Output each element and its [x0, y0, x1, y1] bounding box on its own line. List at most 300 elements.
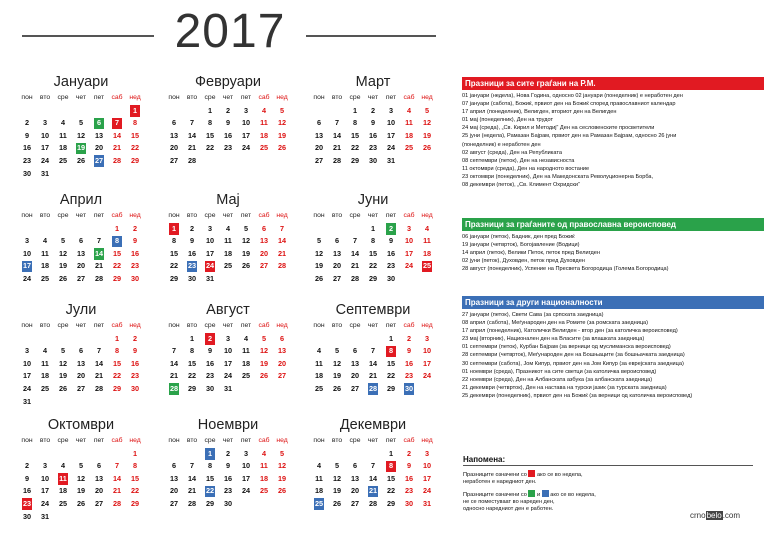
- day-cell: 23: [18, 498, 36, 511]
- holiday-item: 21 декември (четврток), Ден на настава на турски јазик (за турската заедница): [462, 384, 667, 391]
- empty-cell: [310, 105, 328, 118]
- day-cell: 25: [404, 143, 414, 153]
- day-cell: 1: [114, 223, 120, 233]
- day-cell: 11: [423, 236, 431, 246]
- empty-cell: [108, 448, 126, 461]
- month-10: [165, 415, 291, 511]
- day-cell: 12: [259, 346, 269, 356]
- day-cell: 21: [368, 371, 378, 381]
- day-cell: 4: [316, 461, 322, 471]
- empty-cell: [54, 223, 72, 236]
- day-cell: 3: [42, 461, 48, 471]
- day-cell: 4: [261, 448, 267, 458]
- day-cell: 1: [370, 223, 376, 233]
- day-cell: 23: [223, 486, 233, 496]
- day-cell: 21: [169, 371, 179, 381]
- weekday-header: сре: [204, 322, 216, 329]
- day-cell: 20: [350, 371, 360, 381]
- day-cell: 11: [260, 461, 268, 471]
- day-cell: 17: [40, 486, 50, 496]
- day-cell: 15: [112, 248, 122, 258]
- weekday-header: чет: [222, 94, 234, 101]
- empty-cell: [328, 448, 346, 461]
- day-cell: 12: [76, 130, 86, 140]
- day-cell: 19: [422, 130, 432, 140]
- day-cell: 31: [205, 273, 215, 283]
- day-cell: 22: [187, 371, 197, 381]
- weekday-header: вто: [331, 437, 343, 444]
- day-cell: 16: [187, 248, 197, 258]
- day-cell: 1: [126, 105, 144, 118]
- day-cell: 14: [112, 473, 122, 483]
- weekday-header: вто: [186, 437, 198, 444]
- holiday-item: 02 август (среда), Ден на Републиката: [462, 149, 562, 156]
- red-swatch: [528, 470, 535, 477]
- day-cell: 8: [370, 236, 376, 246]
- note-title: Напомена:: [463, 455, 753, 466]
- weekday-header: пон: [313, 94, 325, 101]
- month-1: [165, 72, 291, 168]
- day-cell: 6: [279, 333, 285, 343]
- day-cell: 10: [40, 473, 50, 483]
- blue-swatch: [542, 490, 549, 497]
- day-cell: 7: [334, 118, 340, 128]
- weekday-header: пет: [240, 322, 252, 329]
- day-cell: 5: [78, 461, 84, 471]
- month-name: Ноември: [197, 417, 259, 433]
- day-cell: 10: [241, 118, 251, 128]
- day-cell: 13: [277, 346, 287, 356]
- day-cell: 19: [72, 142, 90, 155]
- day-cell: 26: [277, 143, 287, 153]
- day-cell: 6: [78, 236, 84, 246]
- day-cell: 3: [225, 333, 231, 343]
- day-cell: 11: [41, 358, 49, 368]
- weekday-header: чет: [222, 212, 234, 219]
- day-cell: 1: [189, 333, 195, 343]
- weekday-header: сре: [204, 212, 216, 219]
- day-cell: 19: [332, 371, 342, 381]
- day-cell: 12: [314, 248, 324, 258]
- day-cell: 30: [400, 383, 418, 396]
- day-cell: 25: [58, 498, 68, 508]
- day-cell: 26: [76, 155, 86, 165]
- day-cell: 22: [205, 143, 215, 153]
- day-cell: 25: [40, 383, 50, 393]
- day-cell: 29: [386, 498, 396, 508]
- holiday-item: 24 мај (среда), „Св. Кирил и Методиј“ Ден на сесловенските просветители: [462, 125, 655, 132]
- day-cell: 23: [386, 261, 396, 271]
- day-cell: 1: [165, 223, 183, 236]
- day-cell: 30: [368, 155, 378, 165]
- weekday-header: пон: [21, 437, 33, 444]
- day-cell: 27: [350, 498, 360, 508]
- day-cell: 24: [422, 371, 432, 381]
- day-cell: 20: [314, 143, 324, 153]
- day-cell: 31: [223, 383, 233, 393]
- day-cell: 17: [223, 358, 233, 368]
- day-cell: 17: [241, 130, 251, 140]
- day-cell: 13: [94, 130, 104, 140]
- day-cell: 23: [205, 371, 215, 381]
- day-cell: 22: [112, 261, 122, 271]
- day-cell: 28: [187, 498, 197, 508]
- day-cell: 23: [130, 261, 140, 271]
- empty-cell: [72, 448, 90, 461]
- month-days: [18, 435, 144, 523]
- weekday-header: сре: [57, 322, 69, 329]
- weekday-header: вто: [39, 212, 51, 219]
- weekday-header: вто: [186, 94, 198, 101]
- weekday-header: нед: [276, 94, 288, 101]
- month-days: [310, 435, 436, 511]
- day-cell: 28: [94, 383, 104, 393]
- day-cell: 21: [187, 486, 197, 496]
- month-name: Декември: [339, 417, 407, 433]
- day-cell: 26: [332, 498, 342, 508]
- day-cell: 10: [22, 358, 32, 368]
- day-cell: 31: [422, 498, 432, 508]
- day-cell: 28: [368, 498, 378, 508]
- weekday-header: пет: [93, 437, 105, 444]
- day-cell: 24: [241, 143, 251, 153]
- day-cell: 16: [368, 130, 378, 140]
- day-cell: 14: [90, 248, 108, 261]
- day-cell: 3: [424, 448, 430, 458]
- day-cell: 6: [316, 118, 322, 128]
- day-cell: 8: [382, 460, 400, 473]
- empty-cell: [36, 223, 54, 236]
- day-cell: 29: [169, 273, 179, 283]
- day-cell: 9: [189, 236, 195, 246]
- day-cell: 25: [314, 383, 324, 393]
- day-cell: 5: [334, 461, 340, 471]
- day-cell: 15: [368, 248, 378, 258]
- day-cell: 5: [334, 346, 340, 356]
- empty-cell: [328, 333, 346, 346]
- day-cell: 28: [332, 155, 342, 165]
- day-cell: 20: [332, 261, 342, 271]
- day-cell: 23: [368, 143, 378, 153]
- day-cell: 17: [241, 473, 251, 483]
- day-cell: 10: [386, 118, 396, 128]
- day-cell: 29: [112, 273, 122, 283]
- weekday-header: саб: [403, 212, 415, 219]
- holiday-item: 02 јуни (петок), Духовден, петок пред Духовден: [462, 258, 585, 265]
- weekday-header: пон: [168, 437, 180, 444]
- day-cell: 9: [225, 118, 231, 128]
- day-cell: 15: [130, 130, 140, 140]
- day-cell: 7: [96, 236, 102, 246]
- month-name: Април: [59, 192, 103, 208]
- holiday-panel-0: [462, 77, 764, 189]
- weekday-header: вто: [186, 212, 198, 219]
- weekday-header: саб: [111, 322, 123, 329]
- weekday-header: сре: [349, 437, 361, 444]
- day-cell: 30: [130, 273, 140, 283]
- day-cell: 2: [24, 461, 30, 471]
- day-cell: 12: [332, 358, 342, 368]
- holiday-item: 25 јуни (недела), Рамазан Бајрам, првиот ден на Рамазан Бајрам, односно 26 јуни: [462, 133, 677, 140]
- day-cell: 24: [40, 498, 50, 508]
- day-cell: 5: [279, 448, 285, 458]
- weekday-header: сре: [204, 437, 216, 444]
- month-days: [165, 320, 291, 396]
- day-cell: 15: [112, 358, 122, 368]
- day-cell: 27: [277, 371, 287, 381]
- weekday-header: пет: [240, 437, 252, 444]
- day-cell: 8: [352, 118, 358, 128]
- day-cell: 13: [350, 358, 360, 368]
- empty-cell: [165, 448, 183, 461]
- empty-cell: [90, 223, 108, 236]
- weekday-header: пон: [21, 212, 33, 219]
- day-cell: 22: [112, 371, 122, 381]
- empty-cell: [183, 448, 201, 461]
- day-cell: 2: [382, 223, 400, 236]
- weekday-header: сре: [57, 94, 69, 101]
- weekday-header: чет: [222, 322, 234, 329]
- day-cell: 2: [370, 105, 376, 115]
- weekday-header: саб: [403, 322, 415, 329]
- day-cell: 25: [223, 261, 233, 271]
- day-cell: 26: [314, 273, 324, 283]
- day-cell: 11: [224, 236, 232, 246]
- day-cell: 2: [132, 333, 138, 343]
- weekday-header: вто: [331, 322, 343, 329]
- day-cell: 14: [112, 130, 122, 140]
- month-name: Јуни: [357, 192, 389, 208]
- day-cell: 30: [205, 383, 215, 393]
- weekday-header: саб: [258, 212, 270, 219]
- day-cell: 25: [40, 273, 50, 283]
- day-cell: 21: [277, 248, 287, 258]
- weekday-header: нед: [129, 322, 141, 329]
- day-cell: 4: [225, 223, 231, 233]
- day-cell: 7: [96, 346, 102, 356]
- day-cell: 8: [207, 118, 213, 128]
- day-cell: 8: [108, 235, 126, 248]
- holiday-item: 17 април (понеделник), Католички Велигден - втор ден (за католичка вероисповед): [462, 328, 678, 335]
- empty-cell: [36, 333, 54, 346]
- empty-cell: [310, 223, 328, 236]
- day-cell: 8: [382, 345, 400, 358]
- day-cell: 6: [78, 346, 84, 356]
- month-3: [18, 190, 144, 286]
- day-cell: 9: [132, 236, 138, 246]
- holiday-item: 07 јануари (сабота), Божиќ, првиот ден на Божиќ според православниот календар: [462, 101, 676, 108]
- day-cell: 27: [76, 383, 86, 393]
- day-cell: 21: [332, 143, 342, 153]
- day-cell: 15: [386, 473, 396, 483]
- holiday-item: 01 септември (петок), Курбан Бајрам (за верници од муслиманска вероисповед): [462, 344, 671, 351]
- day-cell: 5: [279, 105, 285, 115]
- holiday-panel-2: [462, 296, 764, 400]
- day-cell: 16: [404, 358, 414, 368]
- month-days: [310, 92, 436, 168]
- weekday-header: вто: [39, 322, 51, 329]
- day-cell: 12: [58, 248, 68, 258]
- day-cell: 4: [424, 223, 430, 233]
- day-cell: 7: [189, 461, 195, 471]
- day-cell: 4: [60, 461, 66, 471]
- day-cell: 7: [352, 236, 358, 246]
- empty-cell: [54, 105, 72, 118]
- day-cell: 26: [76, 498, 86, 508]
- holiday-item: 14 април (петок), Велики Петок, петок пред Велигден: [462, 250, 600, 257]
- day-cell: 13: [76, 358, 86, 368]
- day-cell: 9: [388, 236, 394, 246]
- weekday-header: пон: [21, 94, 33, 101]
- day-cell: 25: [310, 498, 328, 511]
- weekday-header: саб: [258, 437, 270, 444]
- day-cell: 13: [332, 248, 342, 258]
- day-cell: 5: [316, 236, 322, 246]
- day-cell: 4: [406, 105, 412, 115]
- day-cell: 26: [259, 371, 269, 381]
- site-logo: crnobelo.com: [690, 511, 741, 520]
- day-cell: 14: [94, 358, 104, 368]
- day-cell: 24: [386, 143, 396, 153]
- day-cell: 26: [241, 261, 251, 271]
- month-name: Февруари: [194, 74, 261, 90]
- day-cell: 3: [243, 105, 249, 115]
- day-cell: 18: [40, 371, 50, 381]
- day-cell: 15: [130, 473, 140, 483]
- day-cell: 11: [41, 248, 49, 258]
- day-cell: 15: [205, 473, 215, 483]
- weekday-header: чет: [367, 212, 379, 219]
- day-cell: 5: [261, 333, 267, 343]
- empty-cell: [36, 105, 54, 118]
- year-title: 2017: [174, 5, 286, 58]
- day-cell: 17: [422, 358, 432, 368]
- day-cell: 6: [352, 346, 358, 356]
- day-cell: 14: [332, 130, 342, 140]
- day-cell: 26: [58, 273, 68, 283]
- day-cell: 4: [261, 105, 267, 115]
- weekday-header: сре: [204, 94, 216, 101]
- day-cell: 5: [243, 223, 249, 233]
- day-cell: 3: [42, 118, 48, 128]
- day-cell: 24: [22, 273, 32, 283]
- empty-cell: [18, 448, 36, 461]
- empty-cell: [328, 105, 346, 118]
- day-cell: 4: [316, 346, 322, 356]
- day-cell: 26: [277, 486, 287, 496]
- day-cell: 31: [22, 396, 32, 406]
- empty-cell: [72, 105, 90, 118]
- month-4: [165, 190, 291, 286]
- empty-cell: [310, 333, 328, 346]
- day-cell: 16: [223, 130, 233, 140]
- empty-cell: [72, 333, 90, 346]
- day-cell: 19: [58, 261, 68, 271]
- day-cell: 29: [386, 383, 396, 393]
- day-cell: 18: [58, 143, 68, 153]
- day-cell: 18: [422, 248, 432, 258]
- day-cell: 22: [130, 486, 140, 496]
- holiday-item: 17 април (понеделник), Велигден, вториот ден на Велигден: [462, 109, 617, 116]
- day-cell: 10: [241, 461, 251, 471]
- month-days: [165, 210, 291, 286]
- weekday-header: саб: [403, 437, 415, 444]
- day-cell: 3: [424, 333, 430, 343]
- day-cell: 30: [223, 498, 233, 508]
- day-cell: 11: [59, 130, 67, 140]
- day-cell: 15: [169, 248, 179, 258]
- month-7: [165, 300, 291, 396]
- month-days: [310, 210, 436, 286]
- holiday-item: 08 април (сабота), Меѓународен ден на Ромите (за ромската заедница): [462, 320, 649, 327]
- month-days: [165, 92, 291, 168]
- day-cell: 6: [171, 461, 177, 471]
- month-days: [310, 320, 436, 396]
- day-cell: 16: [130, 248, 140, 258]
- month-name: Мај: [216, 192, 240, 208]
- day-cell: 13: [76, 248, 86, 258]
- day-cell: 20: [94, 143, 104, 153]
- day-cell: 8: [132, 118, 138, 128]
- day-cell: 9: [370, 118, 376, 128]
- month-11: [310, 415, 436, 511]
- empty-cell: [54, 448, 72, 461]
- day-cell: 11: [315, 473, 323, 483]
- holiday-item: 25 декември (понеделник), првиот ден на Божиќ (за верници од католичка вероисповед): [462, 392, 693, 399]
- empty-cell: [90, 448, 108, 461]
- day-cell: 26: [58, 383, 68, 393]
- day-cell: 11: [242, 346, 250, 356]
- weekday-header: пет: [385, 322, 397, 329]
- weekday-header: нед: [276, 212, 288, 219]
- weekday-header: вто: [39, 437, 51, 444]
- empty-cell: [54, 333, 72, 346]
- day-cell: 22: [368, 261, 378, 271]
- year-line-right: [306, 35, 436, 37]
- day-cell: 24: [223, 371, 233, 381]
- day-cell: 21: [94, 261, 104, 271]
- day-cell: 21: [112, 143, 122, 153]
- day-cell: 3: [243, 448, 249, 458]
- day-cell: 19: [58, 371, 68, 381]
- weekday-header: нед: [421, 94, 433, 101]
- day-cell: 30: [187, 273, 197, 283]
- day-cell: 9: [24, 473, 30, 483]
- day-cell: 6: [171, 118, 177, 128]
- day-cell: 2: [189, 223, 195, 233]
- day-cell: 14: [368, 358, 378, 368]
- empty-cell: [18, 333, 36, 346]
- day-cell: 3: [406, 223, 412, 233]
- holiday-item: 08 септември (петок), Ден на независноста: [462, 157, 575, 164]
- day-cell: 9: [406, 346, 412, 356]
- empty-cell: [346, 448, 364, 461]
- day-cell: 29: [187, 383, 197, 393]
- day-cell: 27: [94, 498, 104, 508]
- day-cell: 17: [40, 143, 50, 153]
- month-days: [18, 92, 144, 180]
- day-cell: 20: [76, 261, 86, 271]
- weekday-header: нед: [421, 212, 433, 219]
- day-cell: 14: [169, 358, 179, 368]
- day-cell: 22: [386, 486, 396, 496]
- day-cell: 10: [422, 461, 432, 471]
- day-cell: 10: [22, 248, 32, 258]
- day-cell: 15: [205, 130, 215, 140]
- day-cell: 30: [22, 168, 32, 178]
- holiday-item: 01 мај (понеделник), Ден на трудот: [462, 117, 554, 124]
- day-cell: 19: [259, 358, 269, 368]
